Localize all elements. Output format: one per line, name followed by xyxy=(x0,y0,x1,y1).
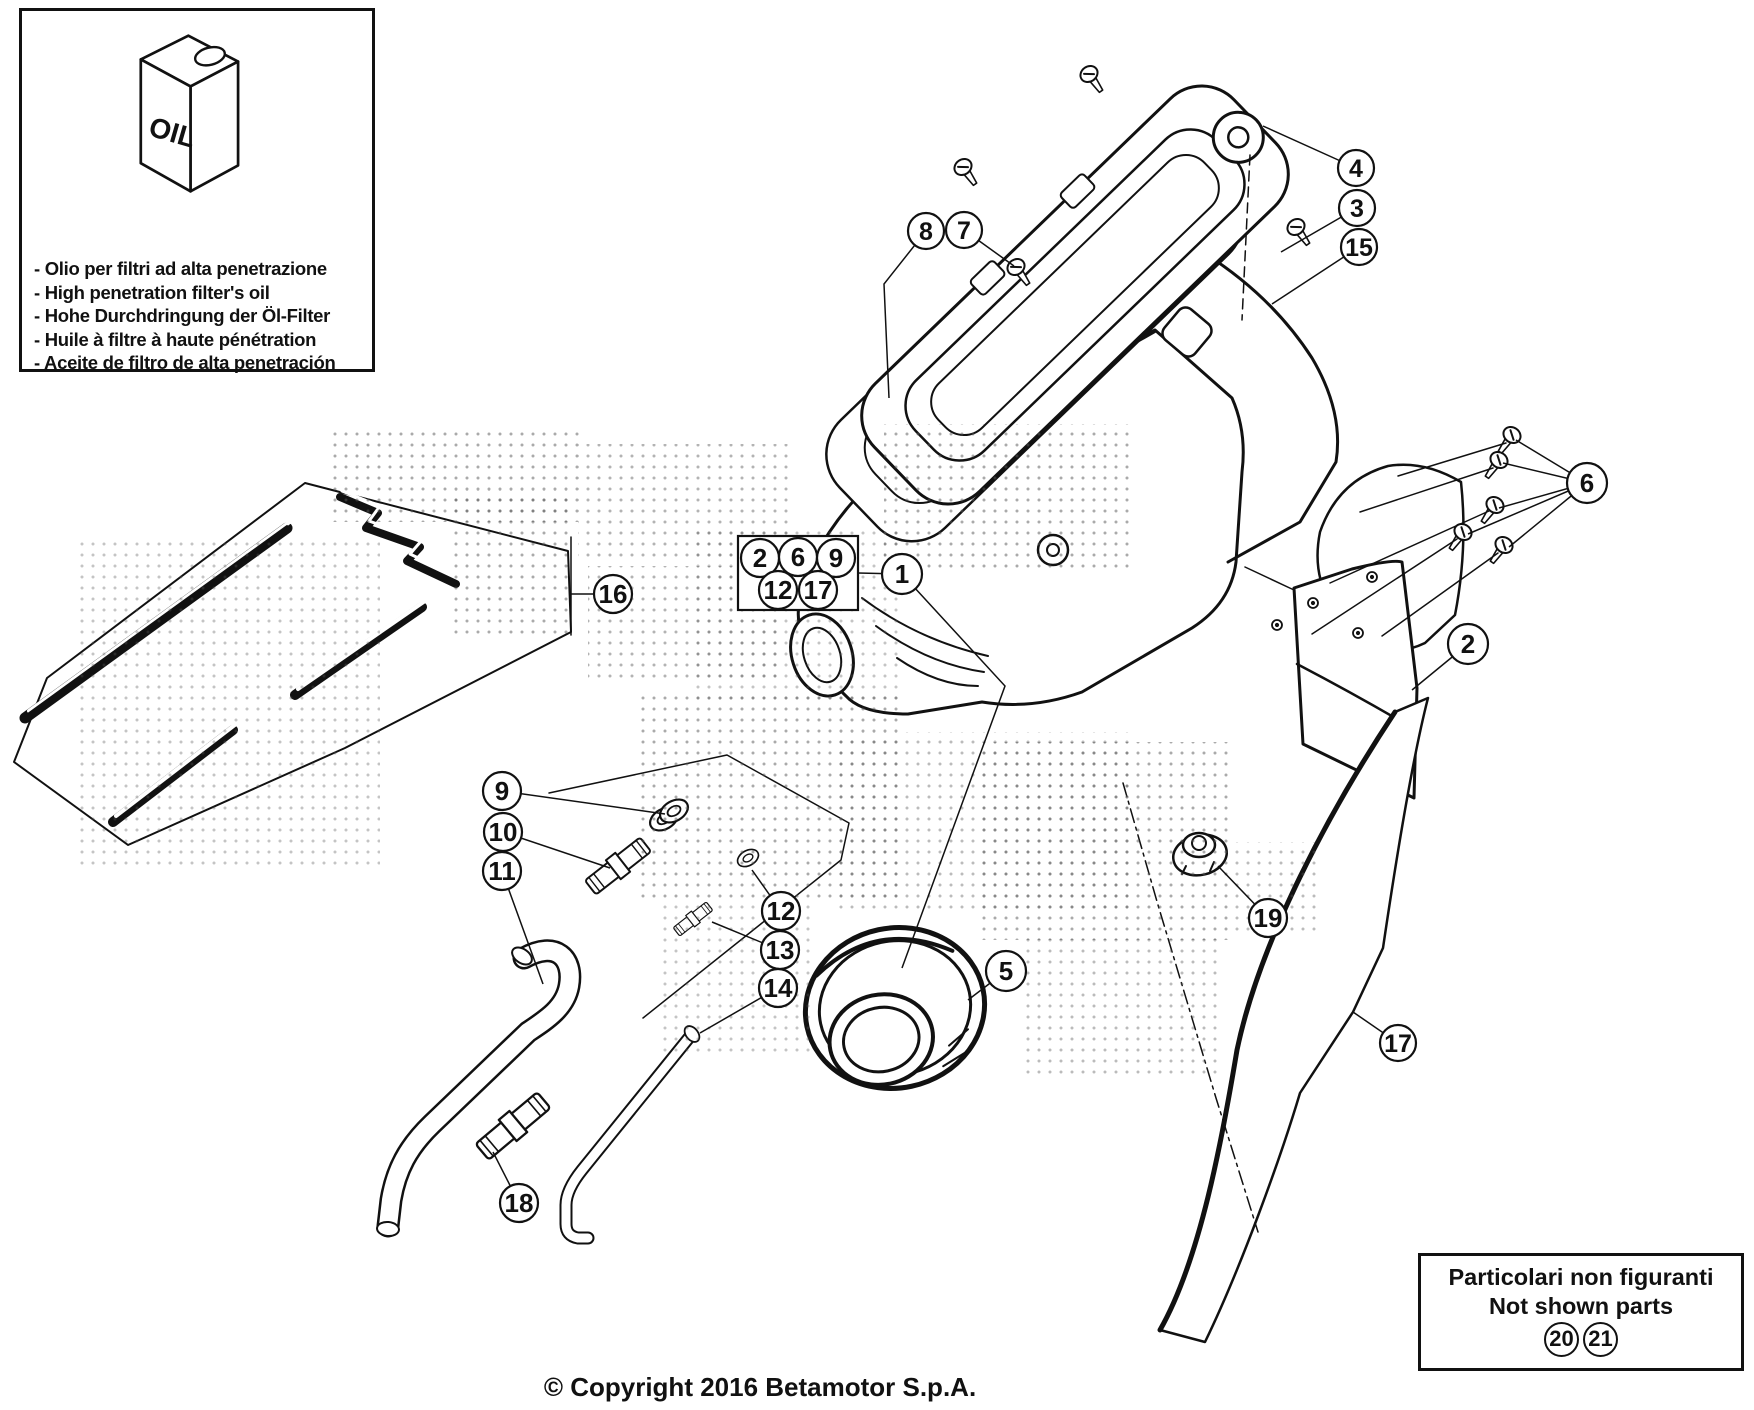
callout-number-2: 2 xyxy=(1460,629,1476,659)
callout-number-16: 16 xyxy=(598,579,628,609)
not-shown-callouts xyxy=(1421,1321,1741,1357)
oil-canister-icon xyxy=(107,27,287,227)
oil-text-line: - High penetration filter's oil xyxy=(34,281,270,303)
callout-9 xyxy=(483,772,665,814)
callout-number-15: 15 xyxy=(1345,234,1373,262)
callout-number-7: 7 xyxy=(957,217,971,245)
callout-number-5: 5 xyxy=(998,956,1014,986)
callout-16 xyxy=(571,575,632,613)
callout-number-8: 8 xyxy=(919,218,933,246)
oil-can-label: OIL xyxy=(145,111,200,154)
callout-number-10: 10 xyxy=(488,817,518,847)
oil-text-line: - Huile à filtre à haute pénétration xyxy=(34,328,317,350)
vent-hose-part xyxy=(376,944,569,1237)
callout-15 xyxy=(1272,229,1377,304)
callout-bubble-20: 20 xyxy=(1544,1322,1579,1357)
callout-number-14: 14 xyxy=(763,973,793,1003)
callout-number-2: 2 xyxy=(752,543,768,573)
callout-number-6: 6 xyxy=(1579,468,1595,498)
callout-17 xyxy=(1353,1012,1416,1061)
oil-text-line: - Hohe Durchdringung der Öl-Filter xyxy=(34,305,331,327)
oil-text-line: - Aceite de filtro de alta penetración xyxy=(34,352,336,374)
intake-boot-part xyxy=(790,911,999,1105)
callout-number-9: 9 xyxy=(828,543,844,573)
callout-number-17: 17 xyxy=(803,575,833,605)
callout-6 xyxy=(1468,440,1607,547)
not-shown-title-en: Not shown parts xyxy=(1488,1293,1674,1319)
callout-number-11: 11 xyxy=(488,856,516,886)
callout-7 xyxy=(946,212,1014,266)
callout-number-18: 18 xyxy=(504,1188,534,1218)
oil-note-text xyxy=(34,257,335,375)
callout-number-4: 4 xyxy=(1349,155,1363,183)
callout-number-6: 6 xyxy=(790,542,806,572)
callout-number-13: 13 xyxy=(765,935,795,965)
oil-note-box xyxy=(19,8,375,372)
callout-number-1: 1 xyxy=(894,559,910,589)
oil-text-line: - Olio per filtri ad alta penetrazione xyxy=(34,258,327,279)
callout-18 xyxy=(493,1152,538,1222)
callout-number-9: 9 xyxy=(494,776,510,806)
callout-number-19: 19 xyxy=(1253,903,1283,933)
not-shown-parts-box xyxy=(1418,1253,1744,1371)
callout-group-box xyxy=(738,536,858,610)
not-shown-title-it: Particolari non figuranti xyxy=(1448,1264,1714,1290)
callout-number-3: 3 xyxy=(1350,195,1364,223)
callout-number-12: 12 xyxy=(766,896,796,926)
callout-bubble-21: 21 xyxy=(1583,1322,1618,1357)
callout-number-12: 12 xyxy=(763,575,793,605)
copyright-text: © Copyright 2016 Betamotor S.p.A. xyxy=(543,1372,977,1402)
callout-number-17: 17 xyxy=(1384,1030,1412,1058)
